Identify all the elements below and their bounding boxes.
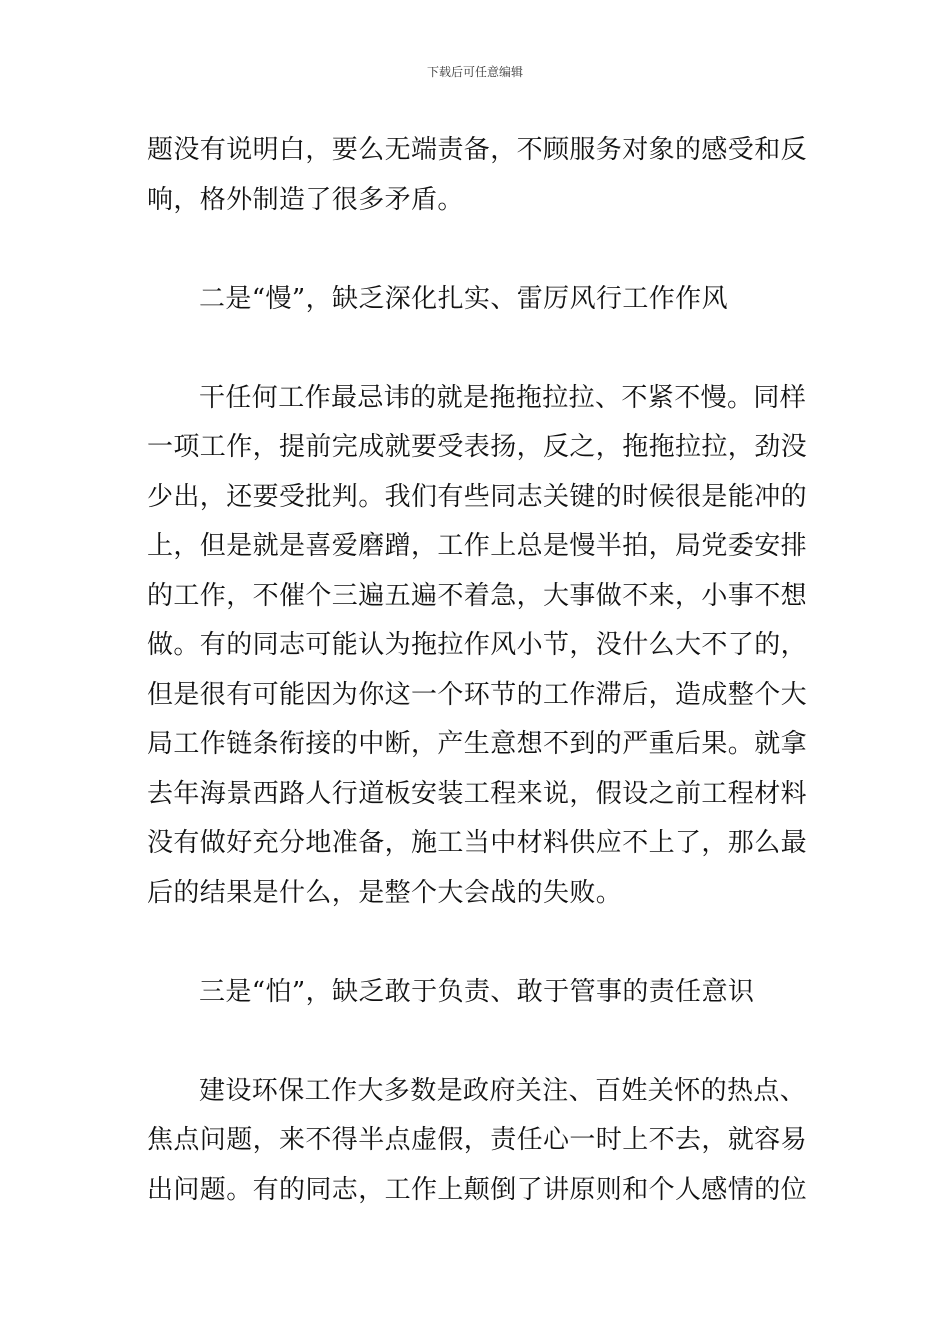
text-line: 的工作，不催个三遍五遍不着急，大事做不来，小事不想	[147, 580, 808, 611]
text-line: 响，格外制造了很多矛盾。	[147, 184, 464, 215]
text-line: 做。有的同志可能认为拖拉作风小节，没什么大不了的，	[147, 630, 808, 660]
paragraph-gap	[147, 324, 807, 374]
paragraph	[147, 126, 807, 225]
document-body	[147, 126, 807, 1215]
paragraph-gap	[147, 918, 807, 968]
text-line: 但是很有可能因为你这一个环节的工作滞后，造成整个大	[147, 679, 808, 710]
text-line: 后的结果是什么，是整个大会战的失败。	[147, 877, 623, 908]
text-line: 上，但是就是喜爱磨蹭，工作上总是慢半拍，局党委安排	[147, 531, 808, 561]
text-line: 去年海景西路人行道板安装工程来说，假设之前工程材料	[147, 778, 808, 809]
text-line: 没有做好充分地准备，施工当中材料供应不上了，那么最	[147, 828, 808, 858]
paragraph	[147, 1067, 807, 1216]
text-line: 一项工作，提前完成就要受表扬，反之，拖拖拉拉，劲没	[147, 432, 808, 462]
text-line: 题没有说明白，要么无端责备，不顾服务对象的感受和反	[147, 135, 808, 165]
text-line: 局工作链条衔接的中断，产生意想不到的严重后果。就拿	[147, 729, 808, 759]
section-heading: 三是“怕”，缺乏敢于负责、敢于管事的责任意识	[199, 976, 755, 1007]
paragraph	[147, 374, 807, 919]
paragraph-gap	[147, 225, 807, 275]
text-line: 焦点问题，来不得半点虚假，责任心一时上不去，就容易	[147, 1125, 808, 1155]
section-heading: 二是“慢”，缺乏深化扎实、雷厉风行工作作风	[199, 283, 728, 314]
paragraph-gap	[147, 1017, 807, 1067]
text-line: 出问题。有的同志，工作上颠倒了讲原则和个人感情的位	[147, 1174, 808, 1205]
page-header: 下载后可任意编辑	[426, 65, 523, 79]
text-line: 干任何工作最忌讳的就是拖拖拉拉、不紧不慢。同样	[199, 382, 807, 413]
text-line: 建设环保工作大多数是政府关注、百姓关怀的热点、	[199, 1075, 807, 1106]
text-line: 少出，还要受批判。我们有些同志关键的时候很是能冲的	[147, 481, 808, 512]
